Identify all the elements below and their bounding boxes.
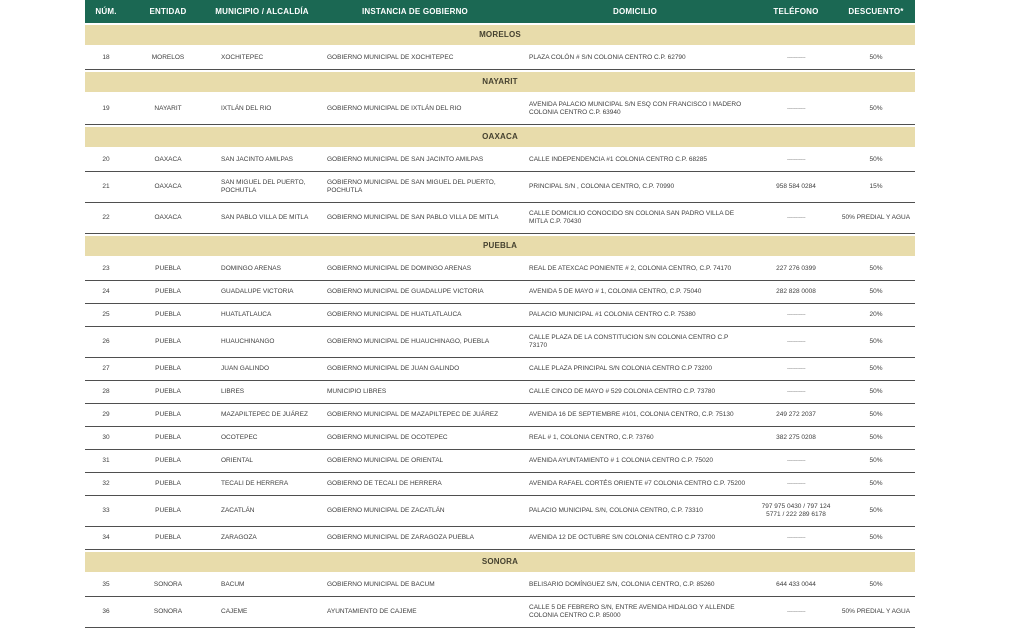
cell-municipio: ZARAGOZA: [209, 527, 315, 550]
cell-municipio: LIBRES: [209, 381, 315, 404]
cell-telefono: 958 584 0284: [755, 172, 837, 203]
table-row: [85, 172, 915, 203]
cell-instancia: GOBIERNO MUNICIPAL DE DOMINGO ARENAS: [315, 258, 515, 281]
cell-num: 28: [85, 381, 127, 404]
cell-telefono: -----------: [755, 94, 837, 125]
cell-telefono: -----------: [755, 358, 837, 381]
cell-domicilio: BELISARIO DOMÍNGUEZ S/N, COLONIA CENTRO, C.P. 85260: [515, 574, 755, 597]
cell-municipio: DOMINGO ARENAS: [209, 258, 315, 281]
cell-instancia: GOBIERNO MUNICIPAL DE OCOTEPEC: [315, 427, 515, 450]
cell-num: 26: [85, 327, 127, 358]
cell-descuento: 50%: [837, 574, 915, 597]
cell-num: 25: [85, 304, 127, 327]
cell-domicilio: CALLE INDEPENDENCIA #1 COLONIA CENTRO C.P. 68285: [515, 149, 755, 172]
column-header-domicilio: DOMICILIO: [515, 0, 755, 23]
cell-descuento: 50%: [837, 473, 915, 496]
cell-domicilio: CALLE DOMICILIO CONOCIDO SN COLONIA SAN PADRO VILLA DE MITLA C.P. 70430: [515, 203, 755, 234]
cell-instancia: GOBIERNO MUNICIPAL DE SAN MIGUEL DEL PUERTO, POCHUTLA: [315, 172, 515, 203]
table-row: [85, 94, 915, 125]
cell-telefono: -----------: [755, 327, 837, 358]
table-row: [85, 496, 915, 527]
cell-descuento: 20%: [837, 304, 915, 327]
section-band-nayarit: [85, 70, 915, 94]
cell-entidad: OAXACA: [127, 149, 209, 172]
table-row: [85, 358, 915, 381]
cell-num: 29: [85, 404, 127, 427]
cell-descuento: 50%: [837, 427, 915, 450]
cell-descuento: 50%: [837, 404, 915, 427]
cell-entidad: PUEBLA: [127, 258, 209, 281]
cell-entidad: SONORA: [127, 597, 209, 628]
cell-instancia: GOBIERNO MUNICIPAL DE IXTLÁN DEL RIO: [315, 94, 515, 125]
cell-entidad: PUEBLA: [127, 404, 209, 427]
cell-instancia: GOBIERNO MUNICIPAL DE ZACATLÁN: [315, 496, 515, 527]
cell-municipio: BACUM: [209, 574, 315, 597]
cell-telefono: 249 272 2037: [755, 404, 837, 427]
cell-instancia: GOBIERNO MUNICIPAL DE ZARAGOZA PUEBLA: [315, 527, 515, 550]
cell-entidad: PUEBLA: [127, 358, 209, 381]
cell-telefono: 382 275 0208: [755, 427, 837, 450]
cell-telefono: 797 975 0430 / 797 124 5771 / 222 289 6178: [755, 496, 837, 527]
cell-entidad: PUEBLA: [127, 450, 209, 473]
cell-domicilio: CALLE PLAZA PRINCIPAL S/N COLONIA CENTRO C.P 73200: [515, 358, 755, 381]
cell-instancia: GOBIERNO MUNICIPAL DE BACUM: [315, 574, 515, 597]
cell-municipio: ZACATLÁN: [209, 496, 315, 527]
cell-descuento: 50%: [837, 527, 915, 550]
cell-municipio: MAZAPILTEPEC DE JUÁREZ: [209, 404, 315, 427]
cell-telefono: 644 433 0044: [755, 574, 837, 597]
table-row: [85, 473, 915, 496]
cell-descuento: 50%: [837, 281, 915, 304]
cell-num: 34: [85, 527, 127, 550]
cell-descuento: 50%: [837, 149, 915, 172]
cell-domicilio: REAL # 1, COLONIA CENTRO, C.P. 73760: [515, 427, 755, 450]
cell-telefono: -----------: [755, 450, 837, 473]
cell-instancia: GOBIERNO MUNICIPAL DE MAZAPILTEPEC DE JUÁREZ: [315, 404, 515, 427]
cell-num: 19: [85, 94, 127, 125]
cell-num: 35: [85, 574, 127, 597]
cell-descuento: 50%: [837, 94, 915, 125]
cell-telefono: -----------: [755, 473, 837, 496]
cell-telefono: 282 828 0008: [755, 281, 837, 304]
cell-domicilio: AVENIDA PALACIO MUNICIPAL S/N ESQ CON FRANCISCO I MADERO COLONIA CENTRO C.P. 63940: [515, 94, 755, 125]
cell-entidad: PUEBLA: [127, 304, 209, 327]
cell-num: 33: [85, 496, 127, 527]
table-row: [85, 203, 915, 234]
cell-municipio: HUATLATLAUCA: [209, 304, 315, 327]
cell-domicilio: AVENIDA 16 DE SEPTIEMBRE #101, COLONIA CENTRO, C.P. 75130: [515, 404, 755, 427]
government-discounts-table: [85, 0, 915, 628]
cell-num: 21: [85, 172, 127, 203]
section-band-label: NAYARIT: [85, 70, 915, 94]
cell-municipio: IXTLÁN DEL RIO: [209, 94, 315, 125]
cell-telefono: -----------: [755, 203, 837, 234]
cell-descuento: 50%: [837, 47, 915, 70]
table-row: [85, 47, 915, 70]
section-band-label: SONORA: [85, 550, 915, 574]
cell-num: 24: [85, 281, 127, 304]
table-header-row: [85, 0, 915, 23]
table-row: [85, 149, 915, 172]
cell-descuento: 50%: [837, 358, 915, 381]
column-header-instancia: INSTANCIA DE GOBIERNO: [315, 0, 515, 23]
table-row: [85, 281, 915, 304]
cell-instancia: GOBIERNO DE TECALI DE HERRERA: [315, 473, 515, 496]
cell-instancia: GOBIERNO MUNICIPAL DE XOCHITEPEC: [315, 47, 515, 70]
cell-municipio: ORIENTAL: [209, 450, 315, 473]
table-row: [85, 404, 915, 427]
cell-telefono: -----------: [755, 304, 837, 327]
table-row: [85, 381, 915, 404]
cell-domicilio: PLAZA COLÓN # S/N COLONIA CENTRO C.P. 62790: [515, 47, 755, 70]
cell-num: 36: [85, 597, 127, 628]
cell-domicilio: PRINCIPAL S/N , COLONIA CENTRO, C.P. 70990: [515, 172, 755, 203]
table-row: [85, 327, 915, 358]
cell-telefono: -----------: [755, 47, 837, 70]
column-header-descuento: DESCUENTO*: [837, 0, 915, 23]
cell-municipio: CAJEME: [209, 597, 315, 628]
column-header-municipio: MUNICIPIO / ALCALDÍA: [209, 0, 315, 23]
cell-entidad: PUEBLA: [127, 327, 209, 358]
cell-instancia: MUNICIPIO LIBRES: [315, 381, 515, 404]
cell-descuento: 50% PREDIAL Y AGUA: [837, 597, 915, 628]
cell-domicilio: AVENIDA RAFAEL CORTÉS ORIENTE #7 COLONIA CENTRO C.P. 75200: [515, 473, 755, 496]
cell-instancia: GOBIERNO MUNICIPAL DE SAN JACINTO AMILPAS: [315, 149, 515, 172]
cell-telefono: -----------: [755, 381, 837, 404]
column-header-num: NÚM.: [85, 0, 127, 23]
cell-num: 30: [85, 427, 127, 450]
column-header-entidad: ENTIDAD: [127, 0, 209, 23]
cell-entidad: OAXACA: [127, 172, 209, 203]
cell-descuento: 50%: [837, 258, 915, 281]
section-band-puebla: [85, 234, 915, 258]
cell-domicilio: CALLE PLAZA DE LA CONSTITUCION S/N COLONIA CENTRO C.P 73170: [515, 327, 755, 358]
cell-descuento: 50%: [837, 327, 915, 358]
cell-instancia: GOBIERNO MUNICIPAL DE SAN PABLO VILLA DE MITLA: [315, 203, 515, 234]
cell-municipio: SAN MIGUEL DEL PUERTO, POCHUTLA: [209, 172, 315, 203]
cell-entidad: PUEBLA: [127, 496, 209, 527]
cell-domicilio: PALACIO MUNICIPAL #1 COLONIA CENTRO C.P. 75380: [515, 304, 755, 327]
cell-instancia: GOBIERNO MUNICIPAL DE GUADALUPE VICTORIA: [315, 281, 515, 304]
table-body: [85, 23, 915, 628]
cell-instancia: GOBIERNO MUNICIPAL DE HUAUCHINAGO, PUEBLA: [315, 327, 515, 358]
cell-entidad: SONORA: [127, 574, 209, 597]
cell-entidad: PUEBLA: [127, 381, 209, 404]
cell-domicilio: REAL DE ATEXCAC PONIENTE # 2, COLONIA CENTRO, C.P. 74170: [515, 258, 755, 281]
cell-descuento: 50%: [837, 450, 915, 473]
table-row: [85, 258, 915, 281]
cell-instancia: GOBIERNO MUNICIPAL DE HUATLATLAUCA: [315, 304, 515, 327]
cell-num: 27: [85, 358, 127, 381]
cell-municipio: JUAN GALINDO: [209, 358, 315, 381]
cell-domicilio: AVENIDA 12 DE OCTUBRE S/N COLONIA CENTRO C.P 73700: [515, 527, 755, 550]
cell-entidad: OAXACA: [127, 203, 209, 234]
cell-num: 32: [85, 473, 127, 496]
cell-entidad: PUEBLA: [127, 473, 209, 496]
header-row: [85, 0, 915, 23]
cell-municipio: SAN JACINTO AMILPAS: [209, 149, 315, 172]
cell-instancia: GOBIERNO MUNICIPAL DE JUAN GALINDO: [315, 358, 515, 381]
cell-domicilio: AVENIDA 5 DE MAYO # 1, COLONIA CENTRO, C.P. 75040: [515, 281, 755, 304]
cell-num: 18: [85, 47, 127, 70]
cell-domicilio: PALACIO MUNICIPAL S/N, COLONIA CENTRO, C.P. 73310: [515, 496, 755, 527]
cell-municipio: HUAUCHINANGO: [209, 327, 315, 358]
cell-telefono: -----------: [755, 527, 837, 550]
section-band-oaxaca: [85, 125, 915, 149]
cell-telefono: 227 276 0399: [755, 258, 837, 281]
cell-domicilio: CALLE CINCO DE MAYO # 529 COLONIA CENTRO C.P. 73780: [515, 381, 755, 404]
cell-instancia: GOBIERNO MUNICIPAL DE ORIENTAL: [315, 450, 515, 473]
section-band-label: MORELOS: [85, 23, 915, 47]
cell-domicilio: CALLE 5 DE FEBRERO S/N, ENTRE AVENIDA HIDALGO Y ALLENDE COLONIA CENTRO C.P. 85000: [515, 597, 755, 628]
cell-descuento: 50%: [837, 381, 915, 404]
cell-instancia: AYUNTAMIENTO DE CAJEME: [315, 597, 515, 628]
section-band-label: OAXACA: [85, 125, 915, 149]
cell-num: 23: [85, 258, 127, 281]
table-row: [85, 304, 915, 327]
cell-municipio: TECALI DE HERRERA: [209, 473, 315, 496]
cell-num: 22: [85, 203, 127, 234]
section-band-morelos: [85, 23, 915, 47]
cell-municipio: GUADALUPE VICTORIA: [209, 281, 315, 304]
cell-descuento: 50%: [837, 496, 915, 527]
section-band-sonora: [85, 550, 915, 574]
cell-entidad: PUEBLA: [127, 281, 209, 304]
cell-municipio: OCOTEPEC: [209, 427, 315, 450]
cell-num: 20: [85, 149, 127, 172]
cell-telefono: -----------: [755, 597, 837, 628]
table-row: [85, 527, 915, 550]
table-row: [85, 574, 915, 597]
cell-entidad: MORELOS: [127, 47, 209, 70]
cell-entidad: PUEBLA: [127, 527, 209, 550]
cell-telefono: -----------: [755, 149, 837, 172]
cell-num: 31: [85, 450, 127, 473]
cell-domicilio: AVENIDA AYUNTAMIENTO # 1 COLONIA CENTRO C.P. 75020: [515, 450, 755, 473]
table-row: [85, 597, 915, 628]
cell-municipio: SAN PABLO VILLA DE MITLA: [209, 203, 315, 234]
cell-municipio: XOCHITEPEC: [209, 47, 315, 70]
cell-entidad: NAYARIT: [127, 94, 209, 125]
table-row: [85, 450, 915, 473]
cell-descuento: 50% PREDIAL Y AGUA: [837, 203, 915, 234]
cell-descuento: 15%: [837, 172, 915, 203]
cell-entidad: PUEBLA: [127, 427, 209, 450]
section-band-label: PUEBLA: [85, 234, 915, 258]
column-header-telefono: TELÉFONO: [755, 0, 837, 23]
table-row: [85, 427, 915, 450]
